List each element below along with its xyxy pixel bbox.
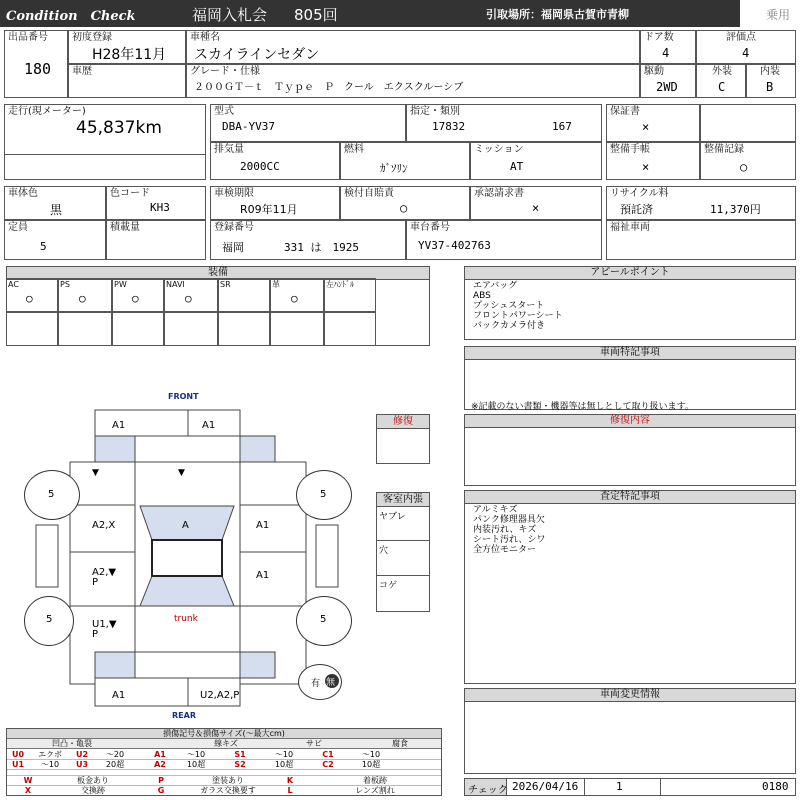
- fuel-value: ｶﾞｿﾘﾝ: [380, 162, 408, 175]
- appeal-title: アピールポイント: [465, 267, 795, 280]
- assessment-line: 内装汚れ、キズ: [473, 525, 537, 535]
- car-name-value: スカイラインセダン: [194, 47, 320, 63]
- legend-row: [7, 750, 441, 760]
- legend-cell: C1: [322, 750, 334, 759]
- equipment-label: PS: [60, 280, 70, 289]
- legend-cell: U0: [11, 750, 25, 759]
- category-number: 167: [552, 120, 572, 133]
- appeal-box: [464, 266, 796, 340]
- model-value: DBA-YV37: [222, 120, 275, 133]
- inspection-label: 車検期限: [214, 188, 254, 199]
- first-reg-value: H28年11月: [92, 47, 167, 63]
- repair-mini-label: 修復: [377, 415, 429, 429]
- legend-cell: X: [24, 786, 32, 795]
- special-box: [464, 346, 796, 410]
- warranty-blank: [700, 104, 796, 142]
- welfare-label: 福祉車両: [610, 222, 650, 233]
- mark-door-right-2: A1: [256, 570, 270, 581]
- interior-item: コゲ: [379, 581, 398, 591]
- plate-region: 福岡: [222, 241, 244, 254]
- displacement-value: 2000CC: [240, 160, 280, 173]
- spare-mark: 無: [326, 678, 336, 688]
- legend-title: 損傷記号＆損傷サイズ(〜最大cm): [7, 729, 441, 739]
- legend-cell: 10超: [186, 760, 206, 769]
- interior-divider: [377, 540, 429, 541]
- color-code-label: 色コード: [110, 188, 150, 199]
- change-box: [464, 688, 796, 774]
- ext-value: C: [718, 80, 726, 94]
- appeal-line: ABS: [473, 291, 491, 301]
- tire-value: 5: [320, 614, 327, 625]
- legend-cell: S2: [234, 760, 246, 769]
- legend-cell: K: [286, 776, 294, 785]
- tire-value: 5: [48, 489, 55, 500]
- equipment-label: 革: [272, 280, 280, 289]
- designation-value: 17832: [432, 120, 466, 133]
- tire-value: 5: [46, 614, 53, 625]
- equipment-label: NAVI: [166, 280, 185, 289]
- appeal-line: プッシュスタート: [473, 301, 545, 311]
- mark-front-bumper-left: A1: [112, 420, 126, 431]
- record-value: ○: [740, 160, 748, 174]
- drive-label: 駆動: [644, 66, 664, 77]
- legend-cell: 〜20: [105, 750, 125, 759]
- recycle-label: リサイクル料: [610, 188, 669, 199]
- car-name-label: 車種名: [190, 32, 220, 43]
- auction-name: 福岡入札会: [192, 6, 268, 24]
- assessment-line: アルミキズ: [473, 505, 518, 515]
- color-code-value: KH3: [150, 201, 170, 214]
- recycle-status: 預託済: [620, 203, 653, 216]
- assessment-list: [473, 505, 546, 555]
- legend-cell: 板金あり: [77, 776, 109, 785]
- equipment-cell-lower: [270, 312, 324, 346]
- assessment-box: [464, 490, 796, 684]
- mileage-lower: [4, 154, 206, 180]
- trunk-label: trunk: [174, 614, 198, 624]
- legend-cell: エクボ: [38, 750, 62, 759]
- legend-cell: A1: [154, 750, 166, 759]
- record-label: 整備記録: [704, 144, 744, 155]
- doors-value: 4: [662, 46, 670, 60]
- mark-roof: A: [182, 520, 189, 531]
- drive-value: 2WD: [656, 80, 678, 94]
- assessment-title: 査定特記事項: [465, 491, 795, 504]
- manual-value: ×: [642, 160, 650, 174]
- mission-label: ミッション: [474, 144, 524, 155]
- mark-rear-bumper-right: U2,A2,P: [200, 690, 240, 701]
- legend-group-row: [7, 739, 441, 749]
- interior-box: [376, 492, 430, 612]
- legend-group: 凹凸・亀裂: [52, 739, 92, 748]
- legend-cell: S1: [234, 750, 246, 759]
- footer-divider: [660, 779, 661, 795]
- history-label: 車歴: [72, 66, 92, 77]
- front-label: FRONT: [168, 392, 199, 401]
- legend-cell: 10超: [274, 760, 294, 769]
- spare-label: 有: [311, 679, 321, 689]
- interior-item: 穴: [379, 546, 389, 556]
- legend-row: [7, 775, 441, 785]
- appeal-line: フロントパワーシート: [473, 311, 563, 321]
- check-date: 2026/04/16: [512, 780, 579, 793]
- mark-door-right-1: A1: [256, 520, 270, 531]
- assessment-line: 全方位モニター: [473, 545, 537, 555]
- mileage-label: 走行(現メーター): [8, 106, 86, 117]
- chassis-value: YV37-402763: [418, 239, 491, 252]
- grade-label: グレード・仕様: [190, 66, 260, 77]
- rating-value: 4: [742, 46, 750, 60]
- rating-label: 評価点: [726, 32, 756, 43]
- mark-hood-left: ▼: [92, 468, 99, 478]
- equipment-label: AC: [8, 280, 19, 289]
- pickup-location: 引取場所：福岡県古賀市青柳: [486, 8, 629, 21]
- check-number: 0180: [762, 780, 789, 793]
- auction-session: 805回: [294, 6, 338, 24]
- equipment-value: ○: [26, 292, 33, 305]
- special-note: ※記載のない書類・機器等は無しとして取り扱います。: [471, 402, 694, 412]
- doors-label: ドア数: [644, 32, 674, 43]
- legend-cell: 着板跡: [363, 776, 387, 785]
- model-label: 型式: [214, 106, 234, 117]
- interior-item: ヤブレ: [379, 512, 406, 522]
- brand-title: Condition Check: [6, 9, 136, 24]
- insurance-label: 検付自賠責: [344, 188, 394, 199]
- manual-label: 整備手帳: [610, 144, 650, 155]
- mark-rear-bumper-left: A1: [112, 690, 126, 701]
- tire-value: 5: [320, 489, 327, 500]
- mileage-value: 45,837km: [76, 118, 162, 138]
- capacity-label: 定員: [8, 222, 28, 233]
- equipment-cell-lower: [6, 312, 58, 346]
- legend-cell: W: [23, 776, 33, 785]
- equipment-value: ○: [132, 292, 139, 305]
- check-label: チェック: [468, 785, 508, 796]
- designation-label: 指定・類別: [410, 106, 460, 117]
- insurance-value: ○: [400, 201, 408, 215]
- footer-divider: [584, 779, 585, 795]
- lot-number: 180: [24, 60, 52, 78]
- legend-cell: U2: [75, 750, 89, 759]
- legend-cell: 〜10: [186, 750, 206, 759]
- mark-quarter-left: U1,▼ P: [92, 619, 117, 640]
- body-color-label: 車体色: [8, 188, 38, 199]
- legend-cell: 交換跡: [81, 786, 105, 795]
- legend-row: [7, 785, 441, 795]
- mark-door-left-2: A2,▼ P: [92, 567, 117, 588]
- inspection-value: R09年11月: [240, 203, 298, 216]
- special-title: 車両特記事項: [465, 347, 795, 360]
- mark-front-bumper-right: A1: [202, 420, 216, 431]
- load-label: 積載量: [110, 222, 140, 233]
- legend-cell: P: [158, 776, 164, 785]
- assessment-line: パンク修理器具欠: [473, 515, 545, 525]
- legend-cell: U3: [75, 760, 89, 769]
- legend-cell: L: [287, 786, 293, 795]
- legend-group: 線キズ: [214, 739, 238, 748]
- lot-label: 出品番号: [8, 32, 48, 43]
- equipment-cell-lower: [58, 312, 112, 346]
- legend-cell: 〜10: [361, 750, 381, 759]
- equipment-value: ○: [79, 292, 86, 305]
- equipment-cell-lower: [112, 312, 164, 346]
- equipment-label: 左ﾊﾝﾄﾞﾙ: [326, 280, 354, 289]
- recycle-amount: 11,370円: [710, 203, 761, 216]
- plate-label: 登録番号: [214, 222, 254, 233]
- header-bar: [0, 0, 800, 27]
- legend-cell: C2: [322, 760, 334, 769]
- grade-value: ２００ＧＴ－ｔ Ｔｙｐｅ Ｐ クール エクスクルーシブ: [194, 82, 464, 93]
- ext-label: 外装: [712, 66, 732, 77]
- legend-cell: 20超: [105, 760, 125, 769]
- appeal-list: [473, 281, 563, 331]
- warranty-label: 保証書: [610, 106, 640, 117]
- category-label: 乗用: [766, 8, 791, 22]
- legend-row: [7, 760, 441, 770]
- repair-mini-box: [376, 414, 430, 464]
- interior-title: 客室内張: [377, 493, 429, 507]
- legend-cell: 塗装あり: [212, 776, 244, 785]
- displacement-label: 排気量: [214, 144, 244, 155]
- legend-cell: 10超: [361, 760, 381, 769]
- legend-cell: U1: [11, 760, 25, 769]
- equipment-cell-lower: [218, 312, 270, 346]
- legend-cell: 〜10: [40, 760, 60, 769]
- equipment-label: PW: [114, 280, 127, 289]
- approval-value: ×: [532, 201, 540, 215]
- first-reg-label: 初度登録: [72, 32, 112, 43]
- equipment-cell-lower: [164, 312, 218, 346]
- mark-fender-left: A2,X: [92, 520, 116, 531]
- equipment-label: SR: [220, 280, 231, 289]
- equipment-cell-lower: [324, 312, 376, 346]
- plate-number: 331 は 1925: [284, 241, 359, 254]
- capacity-value: 5: [40, 240, 47, 253]
- rear-label: REAR: [172, 711, 196, 720]
- assessment-line: シート汚れ、シワ: [473, 535, 546, 545]
- legend-cell: レンズ割れ: [355, 786, 395, 795]
- repair-content-box: [464, 414, 796, 486]
- legend-box: [6, 728, 442, 796]
- equipment-value: ○: [291, 292, 298, 305]
- int-value: B: [766, 80, 774, 94]
- warranty-value: ×: [642, 120, 650, 134]
- equipment-title: 装備: [7, 267, 429, 280]
- legend-cell: 〜10: [274, 750, 294, 759]
- appeal-line: バックカメラ付き: [473, 321, 546, 331]
- int-label: 内装: [760, 66, 780, 77]
- body-color-value: 黒: [50, 203, 63, 217]
- change-title: 車両変更情報: [465, 689, 795, 702]
- legend-group: 腐食: [392, 739, 408, 748]
- chassis-label: 車台番号: [410, 222, 450, 233]
- legend-cell: ガラス交換要す: [200, 786, 256, 795]
- repair-content-title: 修復内容: [465, 415, 795, 428]
- check-count: 1: [616, 780, 623, 793]
- approval-label: 承認請求書: [474, 188, 524, 199]
- mission-value: AT: [510, 160, 524, 173]
- equipment-value: ○: [185, 292, 192, 305]
- legend-cell: A2: [154, 760, 166, 769]
- legend-group: サビ: [306, 739, 322, 748]
- mark-hood-center: ▼: [178, 468, 185, 478]
- interior-divider: [377, 575, 429, 576]
- fuel-label: 燃料: [344, 144, 364, 155]
- legend-cell: G: [157, 786, 165, 795]
- appeal-line: エアバッグ: [473, 281, 518, 291]
